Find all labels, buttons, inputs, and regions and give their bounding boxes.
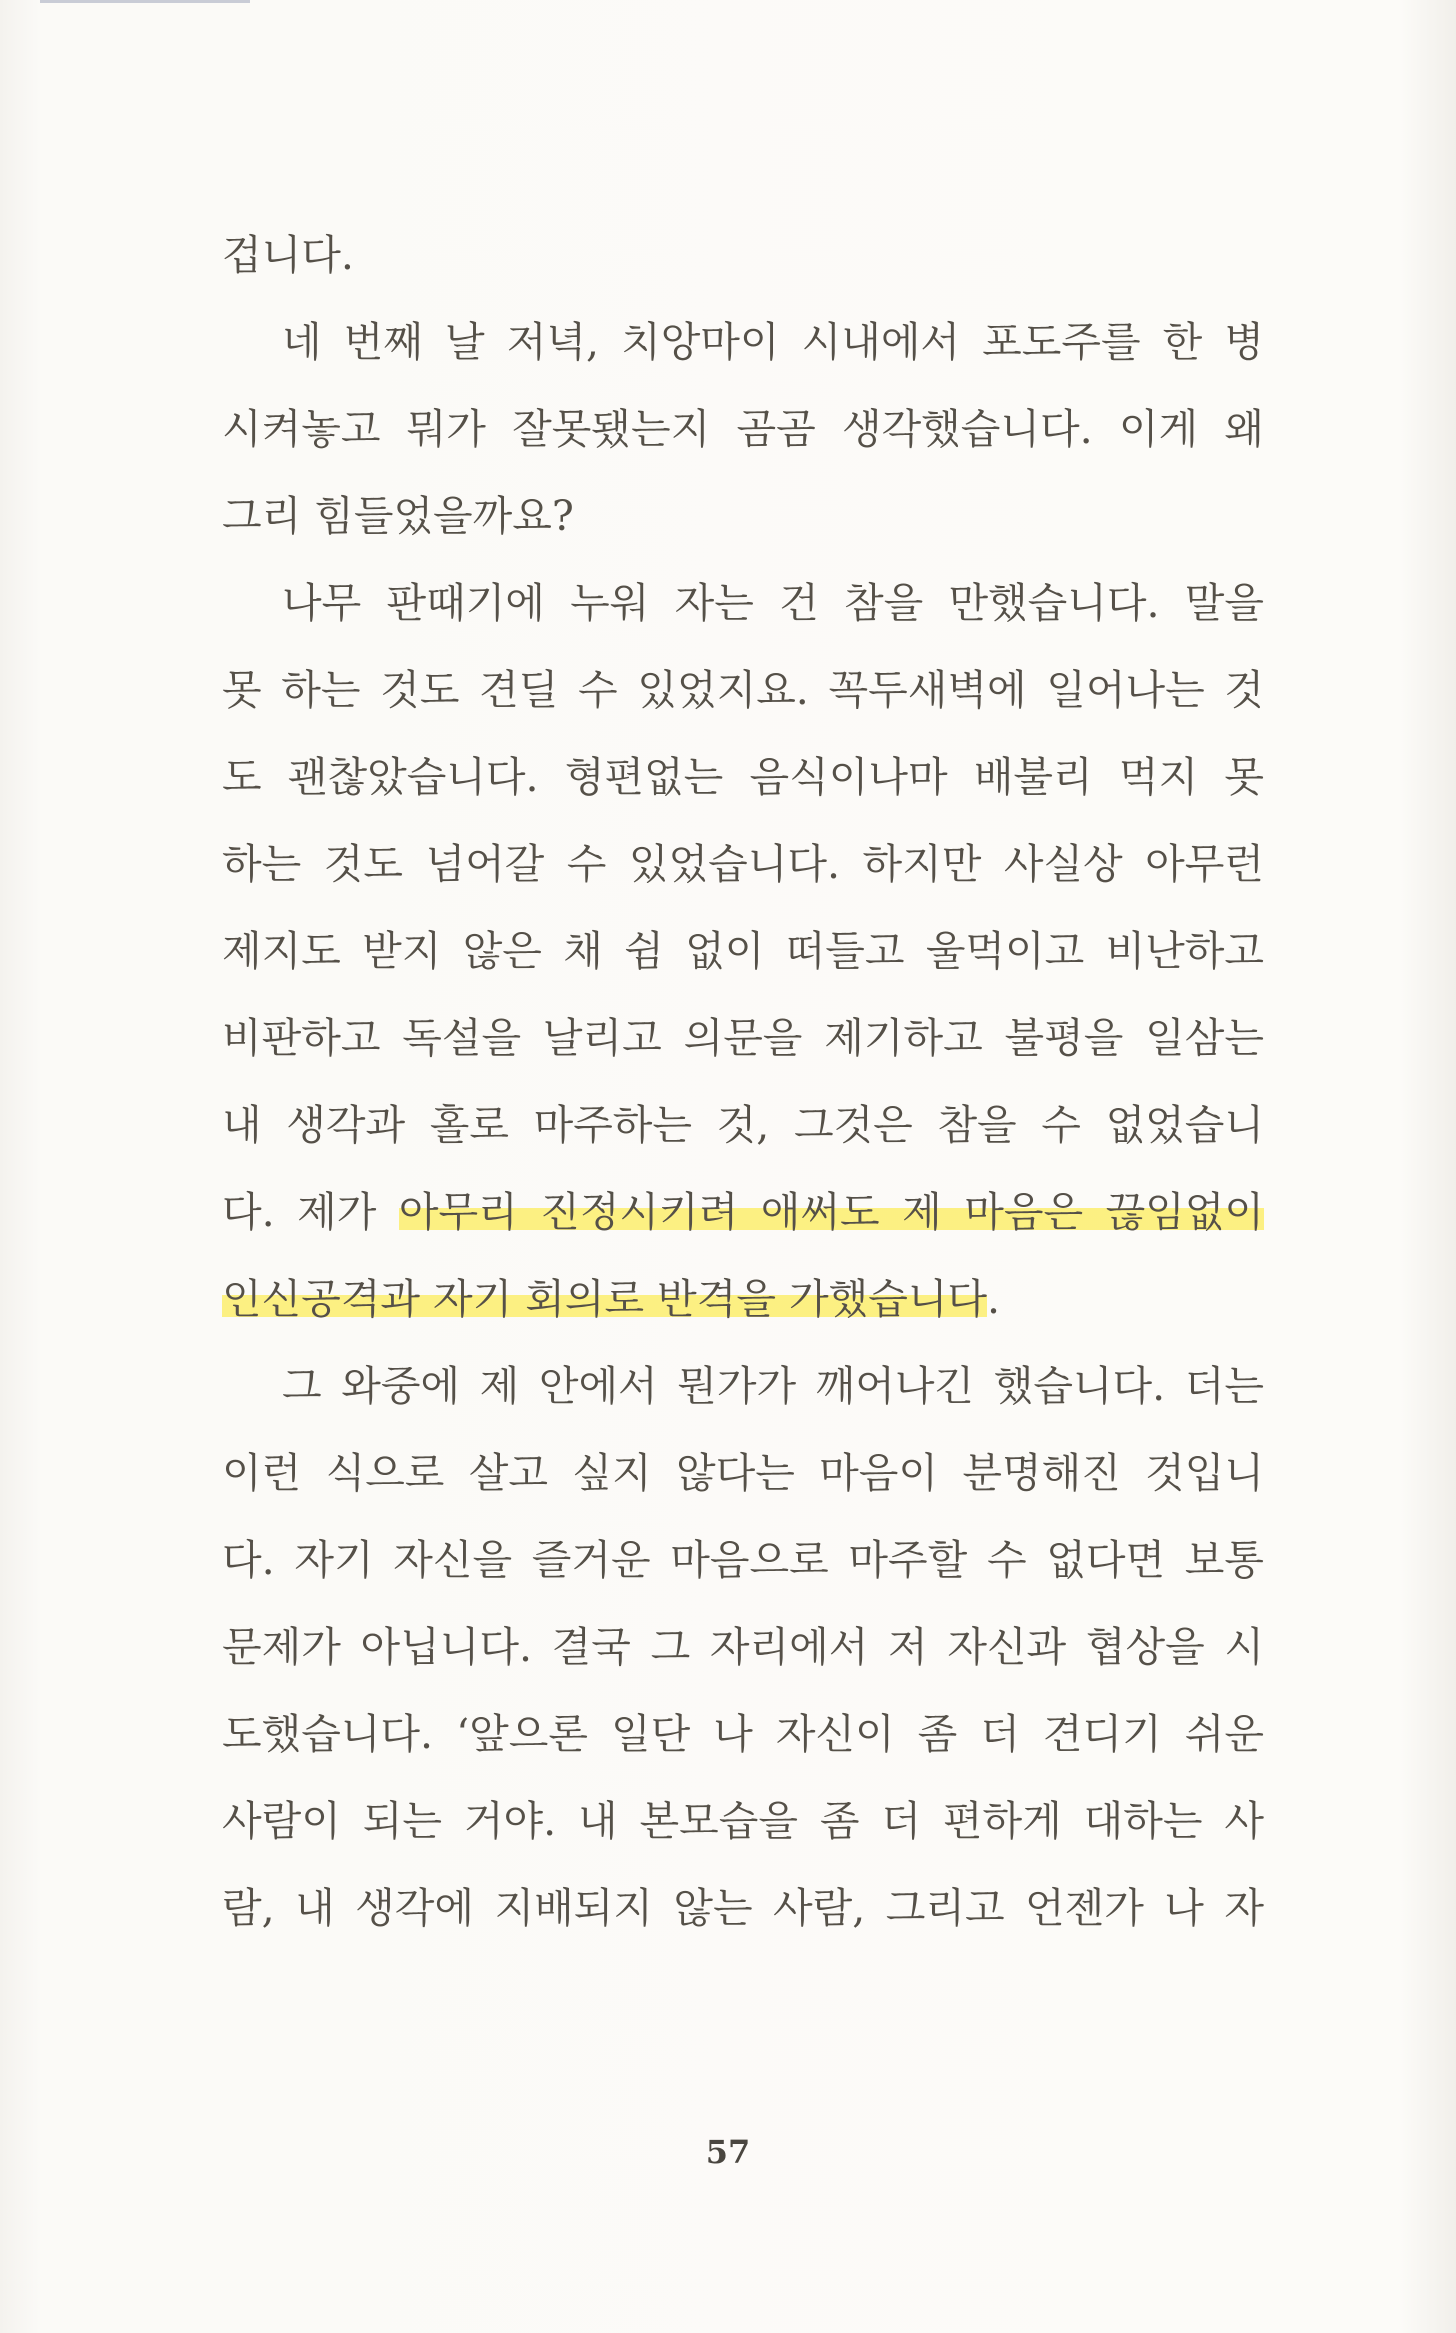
- text-line-with-highlight: [222, 1182, 1264, 1242]
- text-line: 사람이 되는 거야. 내 본모습을 좀 더 편하게 대하는 사: [222, 1797, 1264, 1845]
- text-line: 다. 자기 자신을 즐거운 마음으로 마주할 수 없다면 보통: [222, 1536, 1264, 1584]
- text-line-with-highlight: [222, 1269, 1264, 1329]
- text-line: 비판하고 독설을 날리고 의문을 제기하고 불평을 일삼는: [222, 1014, 1264, 1062]
- text-line: 하는 것도 넘어갈 수 있었습니다. 하지만 사실상 아무런: [222, 840, 1264, 888]
- text-line: 겁니다.: [222, 231, 354, 279]
- text-line: 문제가 아닙니다. 결국 그 자리에서 저 자신과 협상을 시: [222, 1623, 1264, 1671]
- text-line: 시켜놓고 뭐가 잘못됐는지 곰곰 생각했습니다. 이게 왜: [222, 405, 1264, 453]
- highlighted-text: 인신공격과 자기 회의로 반격을 가했습니다: [222, 1275, 988, 1323]
- text-segment: .: [987, 1275, 1001, 1323]
- text-line: 네 번째 날 저녁, 치앙마이 시내에서 포도주를 한 병: [282, 318, 1264, 366]
- text-line: 그리 힘들었을까요?: [222, 492, 574, 540]
- text-segment: 다. 제가: [222, 1188, 399, 1236]
- text-line: 못 하는 것도 견딜 수 있었지요. 꼭두새벽에 일어나는 것: [222, 666, 1264, 714]
- text-line: 나무 판때기에 누워 자는 건 참을 만했습니다. 말을: [282, 579, 1264, 627]
- text-line: 도 괜찮았습니다. 형편없는 음식이나마 배불리 먹지 못: [222, 753, 1264, 801]
- text-line: 이런 식으로 살고 싶지 않다는 마음이 분명해진 것입니: [222, 1449, 1264, 1497]
- top-edge-mark: [40, 0, 250, 3]
- text-line: 도했습니다. ‘앞으론 일단 나 자신이 좀 더 견디기 쉬운: [222, 1710, 1264, 1758]
- text-line: 내 생각과 홀로 마주하는 것, 그것은 참을 수 없었습니: [222, 1101, 1264, 1149]
- text-line: 람, 내 생각에 지배되지 않는 사람, 그리고 언젠가 나 자: [222, 1884, 1264, 1932]
- text-line: 그 와중에 제 안에서 뭔가가 깨어나긴 했습니다. 더는: [282, 1362, 1264, 1410]
- page-number: 57: [705, 2133, 751, 2171]
- highlighted-text: 아무리 진정시키려 애써도 제 마음은 끊임없이: [398, 1188, 1264, 1236]
- text-line: 제지도 받지 않은 채 쉼 없이 떠들고 울먹이고 비난하고: [222, 927, 1264, 975]
